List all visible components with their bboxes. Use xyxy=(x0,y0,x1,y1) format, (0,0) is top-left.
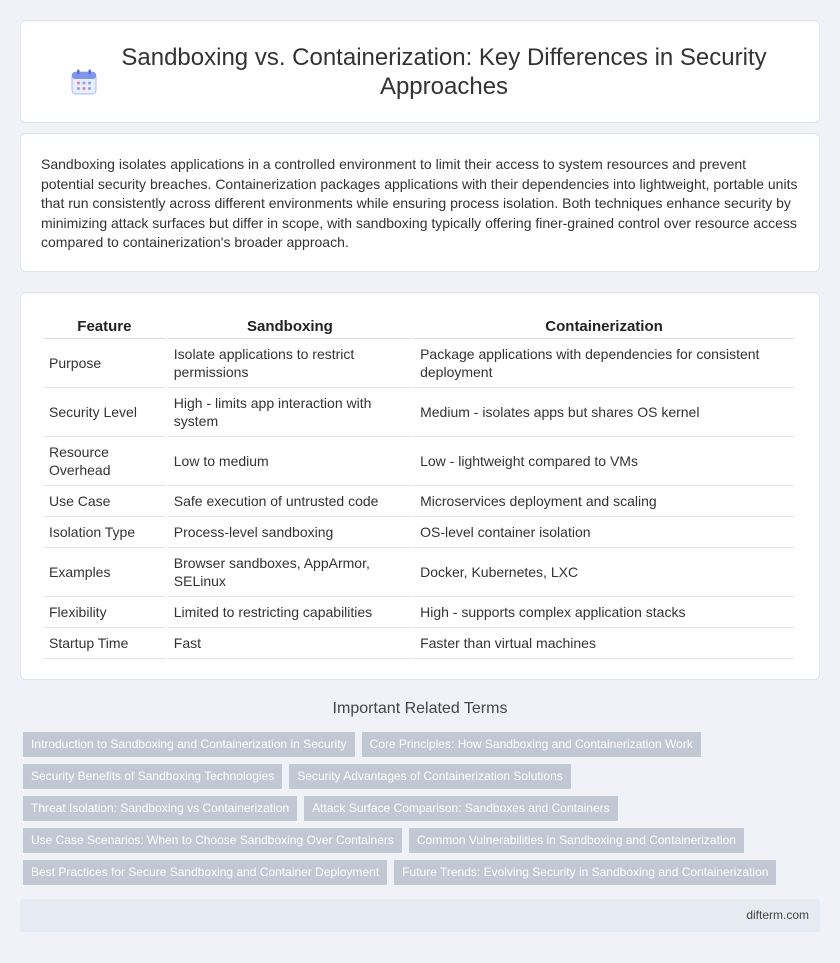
header-containerization: Containerization xyxy=(414,313,794,339)
sandboxing-cell: Limited to restricting capabilities xyxy=(168,597,412,628)
feature-cell: Startup Time xyxy=(43,628,166,659)
feature-cell: Purpose xyxy=(43,339,166,388)
sandboxing-cell: High - limits app interaction with system xyxy=(168,388,412,437)
related-term-link[interactable]: Common Vulnerabilities in Sandboxing and Containerization xyxy=(409,828,744,853)
calendar-icon xyxy=(71,69,97,95)
table-row xyxy=(43,628,794,659)
containerization-cell: Medium - isolates apps but shares OS kernel xyxy=(414,388,794,437)
containerization-cell: Docker, Kubernetes, LXC xyxy=(414,548,794,597)
title-wrap xyxy=(70,43,770,101)
tag-row xyxy=(23,828,813,853)
sandboxing-cell: Isolate applications to restrict permissions xyxy=(168,339,412,388)
summary-text: Sandboxing isolates applications in a controlled environment to limit their access to system resources and prevent potential security breaches. Containerization packages applications with their dependencies into lightweight, portable units that run consistently across different environments while ensuring process isolation. Both techniques enhance security by minimizing attack surfaces but differ in scope, with sandboxing typically offering finer-grained control over resource access compared to containerization's broader approach. xyxy=(41,156,798,250)
containerization-cell: Package applications with dependencies for consistent deployment xyxy=(414,339,794,388)
containerization-cell: OS-level container isolation xyxy=(414,517,794,548)
page-title: Sandboxing vs. Containerization: Key Differences in Security Approaches xyxy=(121,43,767,100)
related-term-link[interactable]: Use Case Scenarios: When to Choose Sandboxing Over Containers xyxy=(23,828,402,853)
related-term-link[interactable]: Future Trends: Evolving Security in Sandboxing and Containerization xyxy=(394,860,776,885)
related-term-link[interactable]: Introduction to Sandboxing and Containerization in Security xyxy=(23,732,355,757)
table-row xyxy=(43,339,794,388)
related-term-link[interactable]: Threat Isolation: Sandboxing vs Containerization xyxy=(23,796,297,821)
containerization-cell: High - supports complex application stacks xyxy=(414,597,794,628)
feature-cell: Examples xyxy=(43,548,166,597)
comparison-table-card xyxy=(20,292,820,680)
header-card xyxy=(20,20,820,123)
tag-row xyxy=(23,860,813,885)
table-header-row xyxy=(43,313,794,339)
site-name[interactable]: difterm.com xyxy=(746,908,809,922)
containerization-cell: Faster than virtual machines xyxy=(414,628,794,659)
related-term-link[interactable]: Attack Surface Comparison: Sandboxes and Containers xyxy=(304,796,618,821)
feature-cell: Use Case xyxy=(43,486,166,517)
sandboxing-cell: Browser sandboxes, AppArmor, SELinux xyxy=(168,548,412,597)
comparison-table xyxy=(41,313,796,659)
header-sandboxing: Sandboxing xyxy=(168,313,412,339)
header-feature: Feature xyxy=(43,313,166,339)
footer xyxy=(20,899,820,932)
table-row xyxy=(43,517,794,548)
summary-card xyxy=(20,133,820,272)
related-term-link[interactable]: Core Principles: How Sandboxing and Containerization Work xyxy=(362,732,701,757)
table-row xyxy=(43,486,794,517)
feature-cell: Security Level xyxy=(43,388,166,437)
table-row xyxy=(43,437,794,486)
tag-row xyxy=(23,764,813,789)
sandboxing-cell: Process-level sandboxing xyxy=(168,517,412,548)
table-row xyxy=(43,597,794,628)
related-term-link[interactable]: Security Advantages of Containerization Solutions xyxy=(289,764,571,789)
feature-cell: Isolation Type xyxy=(43,517,166,548)
related-terms-list xyxy=(23,732,813,892)
feature-cell: Resource Overhead xyxy=(43,437,166,486)
table-row xyxy=(43,548,794,597)
tag-row xyxy=(23,732,813,757)
sandboxing-cell: Low to medium xyxy=(168,437,412,486)
table-row xyxy=(43,388,794,437)
tag-row xyxy=(23,796,813,821)
sandboxing-cell: Safe execution of untrusted code xyxy=(168,486,412,517)
related-term-link[interactable]: Security Benefits of Sandboxing Technologies xyxy=(23,764,282,789)
feature-cell: Flexibility xyxy=(43,597,166,628)
related-term-link[interactable]: Best Practices for Secure Sandboxing and Container Deployment xyxy=(23,860,387,885)
containerization-cell: Microservices deployment and scaling xyxy=(414,486,794,517)
related-terms-heading: Important Related Terms xyxy=(332,700,508,717)
sandboxing-cell: Fast xyxy=(168,628,412,659)
containerization-cell: Low - lightweight compared to VMs xyxy=(414,437,794,486)
